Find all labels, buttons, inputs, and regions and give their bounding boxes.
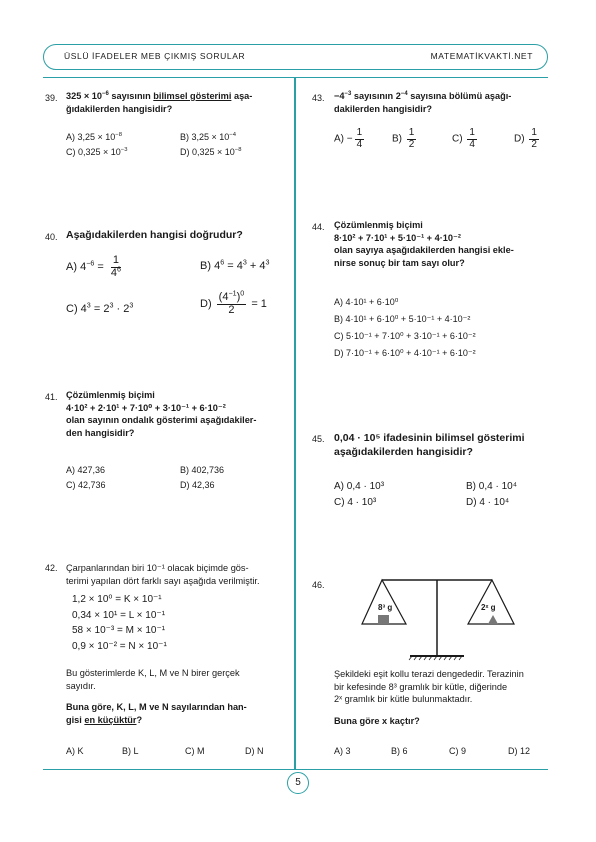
bottom-divider: [43, 769, 548, 770]
q42-note: Bu gösterimlerde K, L, M ve N birer gerçek sayıdır.: [66, 668, 240, 691]
right-pan-label: 2ˣ g: [481, 603, 496, 612]
q39-stem: $325 \times 10^{-6}$ sayısının bilimsel gösterimi aşa- ğıdakilerden hangisidir?: [66, 90, 253, 114]
q39-option-b[interactable]: B) $3,25 \times 10^{-4}$: [180, 132, 236, 142]
q45-number: 45.: [312, 434, 325, 444]
q42-equations: 1,2 × 10⁰ = K × 10⁻¹ 0,34 × 10¹ = L × 10⁻¹ 58 × 10⁻³ = M × 10⁻¹ 0,9 × 10⁻² = N × 10⁻¹: [72, 594, 167, 652]
q44-option-b[interactable]: B) 4·10¹ + 6·10⁰ + 5·10⁻¹ + 4·10⁻²: [334, 314, 471, 324]
q43-option-d[interactable]: D) $\frac{1}{2}$: [514, 127, 537, 150]
q41-stem: Çözümlenmiş biçimi 4·10² + 2·10¹ + 7·10⁰ + 3·10⁻¹ + 6·10⁻² olan sayının ondalık gösterimi aşağıdakiler- den hangisidir?: [66, 390, 257, 438]
q40-option-d[interactable]: D) $\frac{(4^{-1})^0}{2}$ = 1: [200, 289, 267, 316]
q41-option-a[interactable]: A) 427,36: [66, 465, 106, 475]
q44-number: 44.: [312, 222, 325, 232]
q42-question: Buna göre, K, L, M ve N sayılarından han- gisi en küçüktür?: [66, 702, 247, 725]
q42-number: 42.: [45, 563, 58, 573]
q43-stem: $-4^{-3}$ sayısının $2^{-4}$ sayısına bölümü aşağı- dakilerden hangisidir?: [334, 90, 512, 114]
left-weight-box: [378, 615, 389, 624]
q43-number: 43.: [312, 93, 325, 103]
q44-stem: Çözümlenmiş biçimi 8·10² + 7·10¹ + 5·10⁻¹ + 4·10⁻² olan sayıya aşağıdakilerden hangisi ekle- nirse sonuç bir tam sayı olur?: [334, 220, 514, 268]
q39-option-d[interactable]: D) $0,325 \times 10^{-8}$: [180, 147, 242, 157]
q45-option-d[interactable]: D) 4 · 10⁴: [466, 497, 510, 508]
q45-option-a[interactable]: A) 0,4 · 10³: [334, 481, 385, 492]
balance-scale-figure: [350, 574, 530, 664]
right-pan: [468, 580, 514, 624]
q40-option-c[interactable]: C) $4^3 = 2^3 \cdot 2^3$: [66, 301, 134, 315]
q45-stem: 0,04 · 10⁵ ifadesinin bilimsel gösterimi aşağıdakilerden hangisidir?: [334, 432, 525, 458]
q41-option-d[interactable]: D) 42,36: [180, 480, 215, 490]
q41-number: 41.: [45, 392, 58, 402]
q46-description: Şekildeki eşit kollu terazi dengededir. Terazinin bir kefesinde 8³ gramlık bir kütle, diğerinde 2ˣ gramlık bir kütle bulunmaktadır.: [334, 669, 524, 704]
q46-option-b[interactable]: B) 6: [391, 746, 408, 756]
q46-option-a[interactable]: A) 3: [334, 746, 351, 756]
q44-option-d[interactable]: D) 7·10⁻¹ + 6·10⁰ + 4·10⁻¹ + 6·10⁻²: [334, 348, 476, 358]
q46-question: Buna göre x kaçtır?: [334, 716, 420, 726]
q44-option-a[interactable]: A) 4·10¹ + 6·10⁰: [334, 297, 399, 307]
q46-option-d[interactable]: D) 12: [508, 746, 531, 756]
q44-option-c[interactable]: C) 5·10⁻¹ + 7·10⁰ + 3·10⁻¹ + 6·10⁻²: [334, 331, 476, 341]
left-pan-label: 8³ g: [378, 603, 393, 612]
right-weight-triangle: [488, 615, 498, 624]
page-header: [43, 44, 548, 70]
q39-number: 39.: [45, 93, 58, 103]
q46-number: 46.: [312, 580, 325, 590]
q46-option-c[interactable]: C) 9: [449, 746, 467, 756]
q42-intro: Çarpanlarından biri 10⁻¹ olacak biçimde gös- terimi yapılan dört farklı sayı aşağıda verilmiştir.: [66, 563, 260, 586]
page-number: 5: [287, 772, 309, 794]
q39-option-c[interactable]: C) $0,325 \times 10^{-3}$: [66, 147, 128, 157]
q43-option-b[interactable]: B) $\frac{1}{2}$: [392, 127, 415, 150]
q42-option-a[interactable]: A) K: [66, 746, 84, 756]
q43-option-a[interactable]: A) − $\frac{1}{4}$: [334, 127, 363, 150]
q40-option-a[interactable]: A) $4^{-6}$ = $\frac{1}{4^6}$: [66, 254, 121, 279]
header-title: ÜSLÜ İFADELER MEB ÇIKMIŞ SORULAR: [64, 51, 246, 61]
q42-option-b[interactable]: B) L: [122, 746, 139, 756]
q42-option-c[interactable]: C) M: [185, 746, 205, 756]
q41-option-c[interactable]: C) 42,736: [66, 480, 106, 490]
header-site: MATEMATİKVAKTİ.NET: [430, 51, 533, 61]
q40-number: 40.: [45, 232, 58, 242]
q45-option-b[interactable]: B) 0,4 · 10⁴: [466, 481, 517, 492]
q40-option-b[interactable]: B) $4^6 = 4^3 + 4^3$: [200, 258, 270, 272]
q45-option-c[interactable]: C) 4 · 10³: [334, 497, 377, 508]
q42-option-d[interactable]: D) N: [245, 746, 264, 756]
q41-option-b[interactable]: B) 402,736: [180, 465, 225, 475]
q40-stem: Aşağıdakilerden hangisi doğrudur?: [66, 229, 243, 241]
column-divider: [294, 77, 296, 769]
q43-option-c[interactable]: C) $\frac{1}{4}$: [452, 127, 475, 150]
q39-option-a[interactable]: A) $3,25 \times 10^{-8}$: [66, 132, 122, 142]
